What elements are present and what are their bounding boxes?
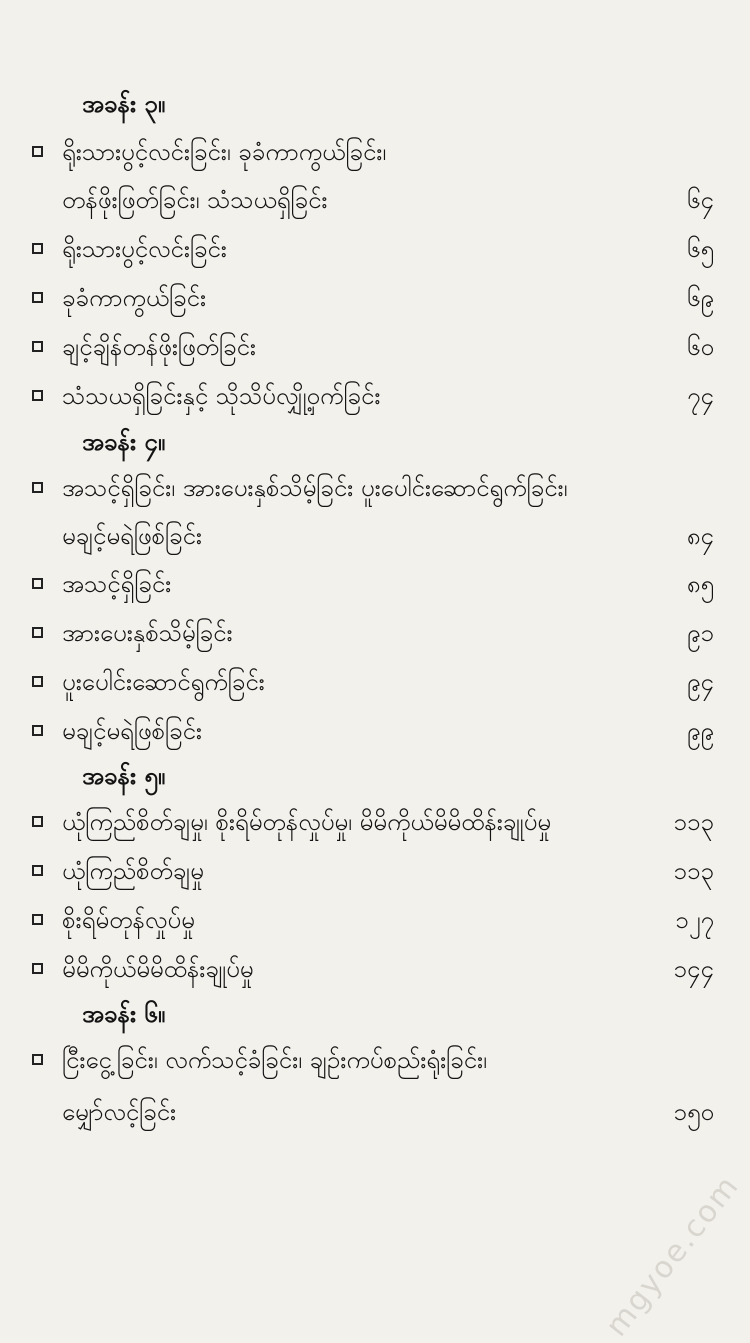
checkbox-icon: [32, 146, 43, 157]
toc-entry-title: အသင့်ရှိခြင်း၊ အားပေးနှစ်သိမ့်ခြင်း ပူးပေါင်းဆောင်ရွက်ခြင်း၊: [62, 474, 568, 502]
toc-entry-title: မိမိကိုယ်မိမိထိန်းချုပ်မှု: [62, 955, 254, 983]
chapter-6-heading: အခန်း ၆။: [82, 1000, 166, 1028]
toc-entry[interactable]: [0, 947, 750, 993]
toc-entry[interactable]: [0, 709, 750, 755]
page-number: ၉၉: [687, 717, 714, 745]
toc-entry-title: မချင့်မရဲဖြစ်ခြင်း: [62, 717, 202, 745]
page-number: ၁၁၃: [673, 857, 714, 885]
chapter-heading: [0, 418, 750, 464]
toc-entry[interactable]: [0, 611, 750, 657]
page-number: ၉၁: [687, 619, 714, 647]
checkbox-icon: [32, 243, 43, 254]
toc-entry[interactable]: [0, 562, 750, 608]
checkbox-icon: [32, 482, 43, 493]
page-number: ၈၄: [686, 522, 714, 550]
toc-entry[interactable]: [0, 1038, 750, 1084]
page-number: ၆၄: [687, 186, 714, 214]
checkbox-icon: [32, 390, 43, 401]
toc-entry-title: ယုံကြည်စိတ်ချမှု၊ စိုးရိမ်တုန်လှုပ်မှု၊ မိမိကိုယ်မိမိထိန်းချုပ်မှု: [62, 808, 551, 836]
page-number: ၈၅: [686, 570, 714, 598]
page-number: ၆၅: [687, 235, 714, 263]
toc-entry-title: ခုခံကာကွယ်ခြင်း: [62, 284, 207, 312]
toc-entry-title: အားပေးနှစ်သိမ့်ခြင်း: [62, 619, 233, 647]
checkbox-icon: [32, 627, 43, 638]
checkbox-icon: [32, 816, 43, 827]
checkbox-icon: [32, 292, 43, 303]
toc-entry[interactable]: [0, 276, 750, 322]
page-number: ၁၁၃: [673, 808, 714, 836]
toc-entry[interactable]: [0, 466, 750, 512]
toc-entry-continuation[interactable]: [0, 178, 750, 224]
page-number: ၁၅၀: [673, 1098, 714, 1126]
checkbox-icon: [32, 341, 43, 352]
page-number: ၁၂၇: [675, 906, 714, 934]
toc-entry-continuation[interactable]: [0, 1090, 750, 1136]
toc-entry[interactable]: [0, 898, 750, 944]
toc-entry[interactable]: [0, 325, 750, 371]
chapter-heading: [0, 752, 750, 798]
toc-entry-title: အသင့်ရှိခြင်း: [62, 570, 172, 598]
page-number: ၆၀: [687, 333, 714, 361]
toc-entry-title: သံသယရှိခြင်းနှင့် သိုသိပ်လျှို့ဝှက်ခြင်း: [62, 382, 381, 410]
page-number: ၆၉: [687, 284, 714, 312]
toc-entry-continuation[interactable]: [0, 514, 750, 560]
checkbox-icon: [32, 963, 43, 974]
checkbox-icon: [32, 725, 43, 736]
checkbox-icon: [32, 865, 43, 876]
toc-entry-title: ယုံကြည်စိတ်ချမှု: [62, 857, 204, 885]
toc-entry[interactable]: [0, 227, 750, 273]
chapter-heading: [0, 80, 750, 126]
toc-entry-title: မျှော်လင့်ခြင်း: [62, 1098, 177, 1126]
toc-entry[interactable]: [0, 660, 750, 706]
chapter-heading: [0, 990, 750, 1036]
checkbox-icon: [32, 676, 43, 687]
toc-entry-title: ပူးပေါင်းဆောင်ရွက်ခြင်း: [62, 668, 265, 696]
checkbox-icon: [32, 1054, 43, 1065]
toc-entry[interactable]: [0, 800, 750, 846]
watermark-text: mgyoe.com: [598, 1168, 746, 1343]
toc-entry-title: ချင့်ချိန်တန်ဖိုးဖြတ်ခြင်း: [62, 333, 256, 361]
toc-entry-title: တန်ဖိုးဖြတ်ခြင်း၊ သံသယရှိခြင်း: [62, 186, 328, 214]
checkbox-icon: [32, 578, 43, 589]
toc-entry-title: ငြီးငွေ့ခြင်း၊ လက်သင့်ခံခြင်း၊ ချဉ်းကပ်စည်းရုံးခြင်း၊: [62, 1046, 487, 1074]
chapter-4-heading: အခန်း ၄။: [82, 428, 166, 456]
chapter-5-heading: အခန်း ၅။: [82, 762, 166, 790]
page-number: ၇၄: [687, 382, 714, 410]
toc-entry-title: စိုးရိမ်တုန်လှုပ်မှု: [62, 906, 195, 934]
toc-entry-title: ရိုးသားပွင့်လင်းခြင်း: [62, 235, 227, 263]
toc-entry-title: ရိုးသားပွင့်လင်းခြင်း၊ ခုခံကာကွယ်ခြင်း၊: [62, 138, 387, 166]
checkbox-icon: [32, 914, 43, 925]
page-number: ၉၄: [687, 668, 714, 696]
chapter-3-heading: အခန်း ၃။: [82, 90, 166, 118]
toc-entry[interactable]: [0, 374, 750, 420]
page-number: ၁၄၄: [673, 955, 714, 983]
toc-entry-title: မချင့်မရဲဖြစ်ခြင်း: [62, 522, 202, 550]
toc-entry[interactable]: [0, 849, 750, 895]
toc-entry[interactable]: [0, 130, 750, 176]
